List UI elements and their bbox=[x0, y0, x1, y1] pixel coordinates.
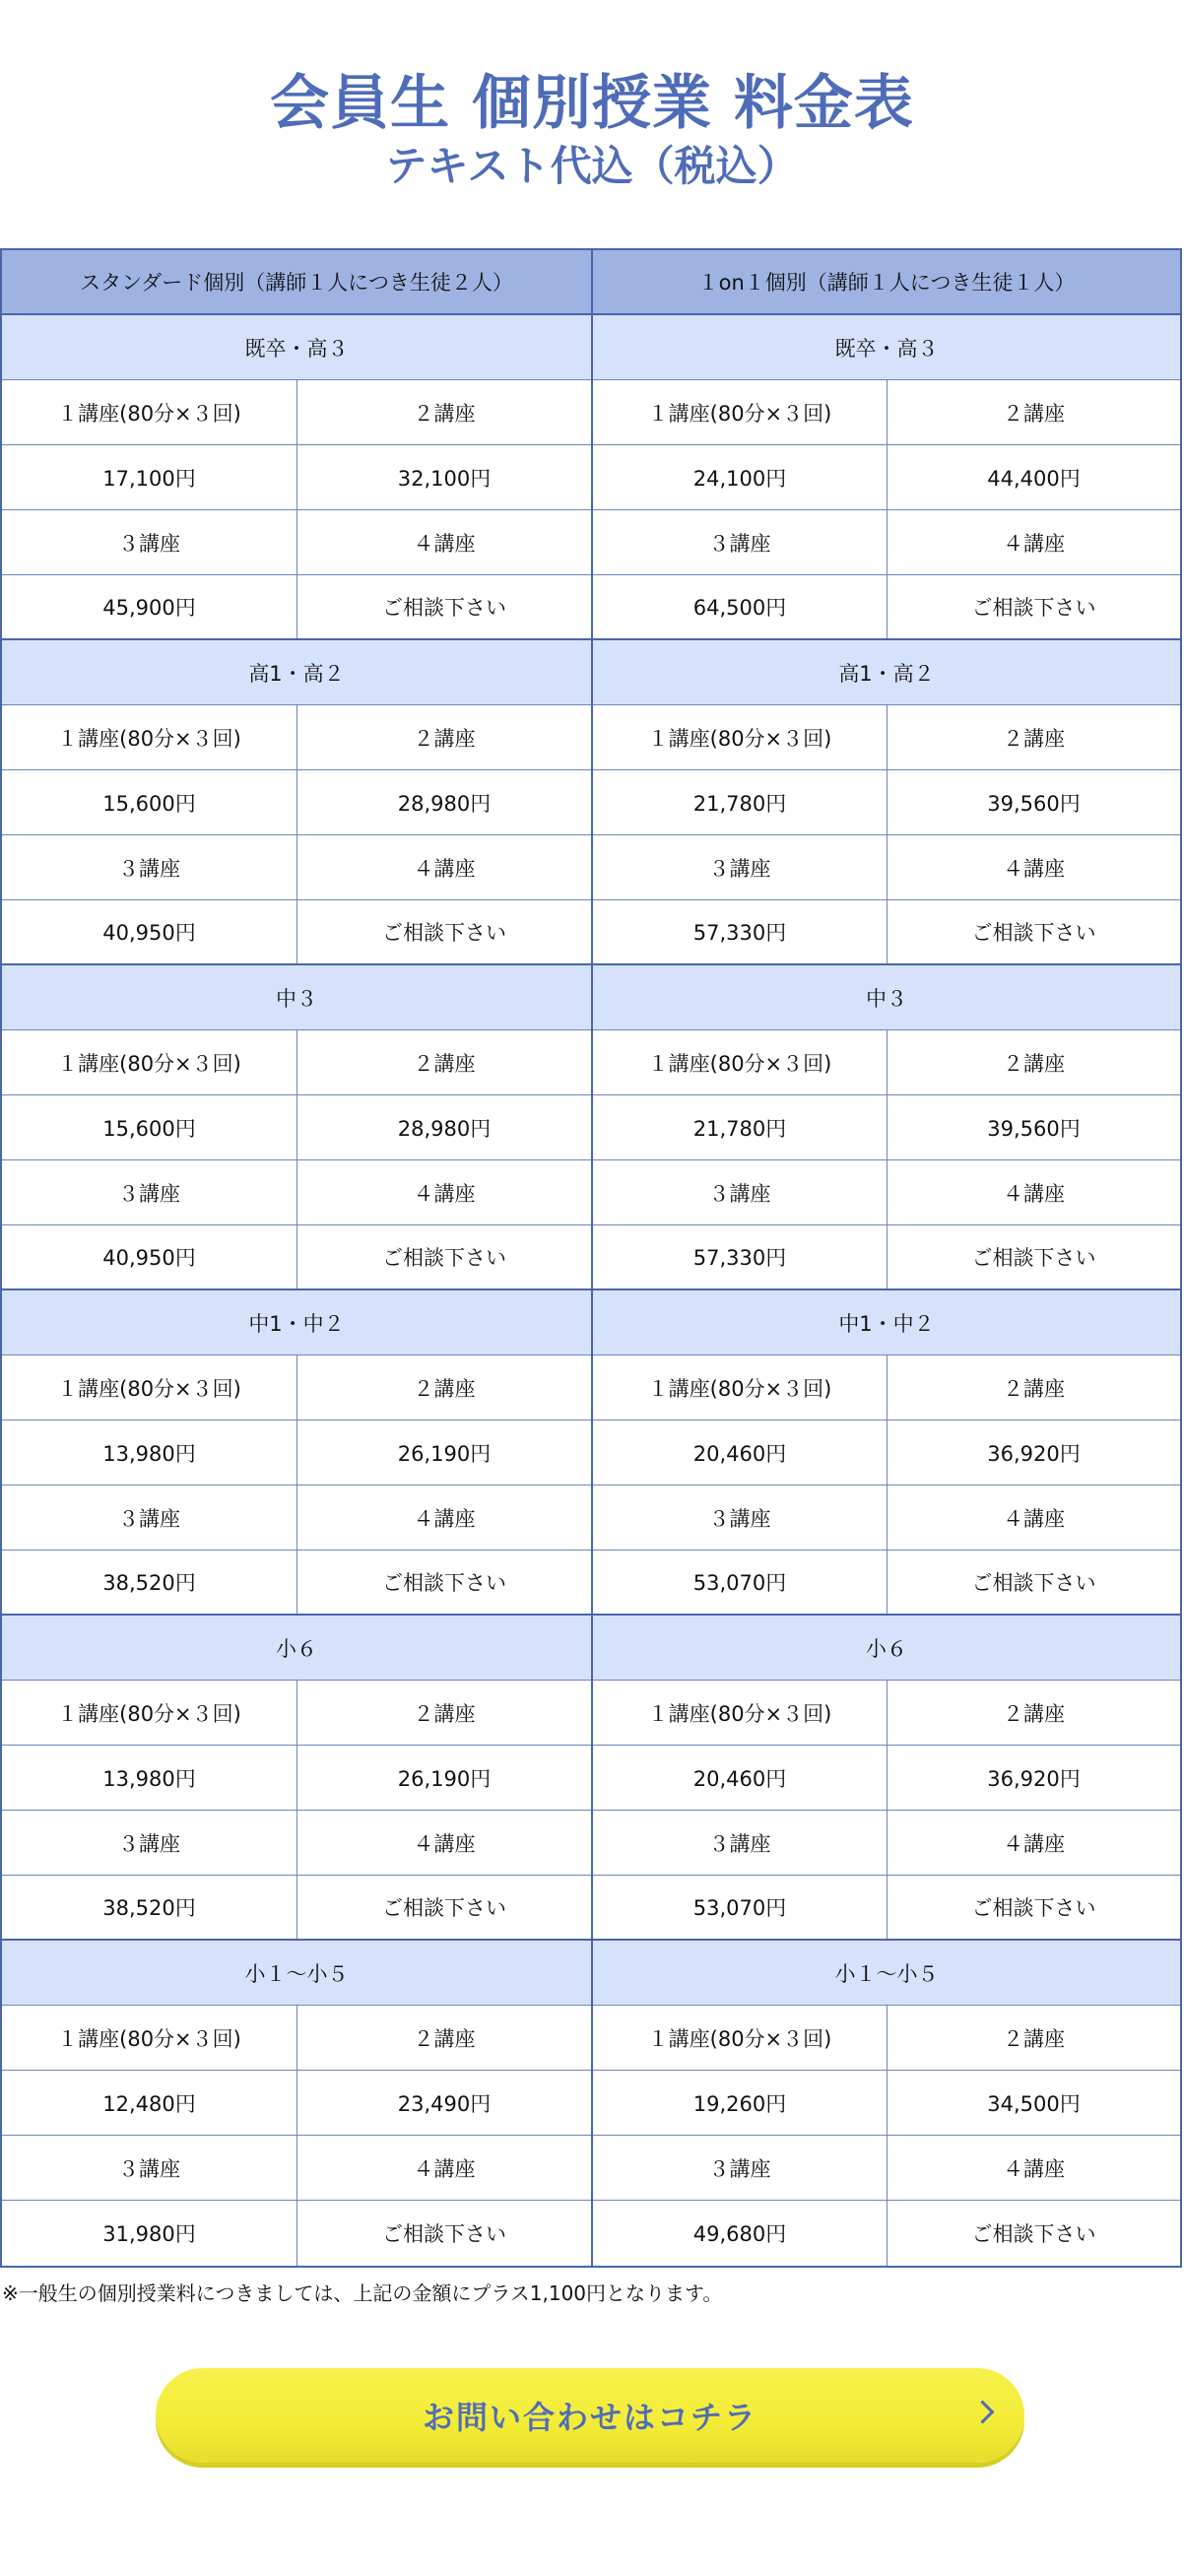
table-row bbox=[2, 2201, 591, 2266]
grade-label: 既卒・高３ bbox=[593, 315, 1180, 380]
grade-label: 小１～小５ bbox=[593, 1941, 1180, 2006]
price-cell: 38,520円 bbox=[102, 1571, 196, 1595]
price-cell: 15,600円 bbox=[102, 791, 196, 816]
table-row bbox=[593, 1681, 1180, 1746]
price-cell: ご相談下さい bbox=[887, 575, 1180, 638]
price-cell: 28,980円 bbox=[296, 1095, 591, 1159]
table-row bbox=[2, 2136, 591, 2201]
table-row bbox=[2, 1486, 591, 1551]
price-cell: ご相談下さい bbox=[887, 1225, 1180, 1288]
grade-label: 高1・高２ bbox=[593, 640, 1180, 705]
price-cell: 26,190円 bbox=[296, 1746, 591, 1810]
price-cell: 49,680円 bbox=[692, 2222, 787, 2246]
table-row bbox=[593, 1811, 1180, 1876]
course-count-cell: ４講座 bbox=[296, 510, 591, 574]
course-count-cell: ２講座 bbox=[296, 1681, 591, 1745]
price-cell: 57,330円 bbox=[692, 921, 787, 945]
course-count-cell: ３講座 bbox=[708, 1831, 771, 1856]
table-row bbox=[2, 1095, 591, 1160]
course-count-cell: １講座(80分×３回) bbox=[647, 401, 832, 426]
price-cell: 21,780円 bbox=[692, 791, 787, 816]
table-row bbox=[2, 1746, 591, 1811]
price-cell: 39,560円 bbox=[887, 1095, 1180, 1159]
price-cell: ご相談下さい bbox=[296, 575, 591, 638]
table-row bbox=[2, 380, 591, 445]
table-row bbox=[2, 1811, 591, 1876]
table-row bbox=[593, 2006, 1180, 2071]
grade-label: 中３ bbox=[593, 965, 1180, 1030]
course-count-cell: １講座(80分×３回) bbox=[647, 726, 832, 751]
course-count-cell: ３講座 bbox=[118, 2156, 180, 2181]
grade-label: 中1・中２ bbox=[593, 1290, 1180, 1355]
course-count-cell: ４講座 bbox=[887, 2136, 1180, 2200]
table-row bbox=[2, 510, 591, 575]
table-row bbox=[593, 1551, 1180, 1616]
grade-label: 既卒・高３ bbox=[2, 315, 591, 380]
table-row bbox=[2, 1160, 591, 1225]
course-count-cell: ３講座 bbox=[708, 1506, 771, 1531]
course-count-cell: ４講座 bbox=[887, 1811, 1180, 1875]
price-cell: 31,980円 bbox=[102, 2222, 196, 2246]
table-row bbox=[593, 1030, 1180, 1095]
table-row bbox=[593, 835, 1180, 900]
table-row bbox=[593, 2071, 1180, 2136]
page-title: 会員生 個別授業 料金表 bbox=[270, 69, 914, 138]
price-cell: 15,600円 bbox=[102, 1116, 196, 1141]
chevron-right-icon bbox=[970, 2400, 994, 2423]
price-cell: ご相談下さい bbox=[887, 1876, 1180, 1939]
table-row bbox=[2, 1355, 591, 1420]
course-count-cell: ３講座 bbox=[708, 2156, 771, 2181]
course-count-cell: ３講座 bbox=[118, 1506, 180, 1531]
table-row bbox=[2, 1681, 591, 1746]
price-cell: ご相談下さい bbox=[887, 900, 1180, 963]
table-row bbox=[2, 1551, 591, 1616]
table-row bbox=[2, 1420, 591, 1486]
course-count-cell: ２講座 bbox=[887, 380, 1180, 444]
table-row bbox=[593, 1486, 1180, 1551]
price-cell: 45,900円 bbox=[102, 596, 196, 620]
table-row bbox=[2, 835, 591, 900]
course-count-cell: ３講座 bbox=[118, 856, 180, 881]
course-count-cell: １講座(80分×３回) bbox=[57, 1376, 241, 1401]
course-count-cell: ３講座 bbox=[118, 1181, 180, 1206]
table-row bbox=[593, 1095, 1180, 1160]
price-cell: 53,070円 bbox=[692, 1571, 787, 1595]
table-row bbox=[2, 900, 591, 965]
course-count-cell: １講座(80分×３回) bbox=[647, 1051, 832, 1076]
course-count-cell: ４講座 bbox=[296, 1486, 591, 1550]
price-cell: ご相談下さい bbox=[887, 1551, 1180, 1614]
course-count-cell: ２講座 bbox=[887, 2006, 1180, 2070]
grade-label: 中1・中２ bbox=[2, 1290, 591, 1355]
course-count-cell: ２講座 bbox=[296, 380, 591, 444]
course-count-cell: ２講座 bbox=[296, 705, 591, 769]
price-cell: 13,980円 bbox=[102, 1441, 196, 1466]
price-cell: 24,100円 bbox=[692, 466, 787, 491]
course-count-cell: ４講座 bbox=[887, 1486, 1180, 1550]
table-row bbox=[593, 1225, 1180, 1290]
price-cell: 36,920円 bbox=[887, 1746, 1180, 1810]
price-cell: ご相談下さい bbox=[296, 1225, 591, 1288]
table-row bbox=[2, 445, 591, 510]
course-count-cell: ２講座 bbox=[296, 1355, 591, 1420]
page-header bbox=[0, 0, 1184, 190]
price-cell: ご相談下さい bbox=[296, 1876, 591, 1939]
price-cell: 12,480円 bbox=[102, 2091, 196, 2116]
course-count-cell: ３講座 bbox=[708, 531, 771, 556]
grade-label: 小１～小５ bbox=[2, 1941, 591, 2006]
table-header: スタンダード個別（講師１人につき生徒２人） bbox=[2, 250, 591, 315]
price-cell: 20,460円 bbox=[692, 1441, 787, 1466]
course-count-cell: ２講座 bbox=[296, 2006, 591, 2070]
grade-label: 小６ bbox=[2, 1616, 591, 1681]
course-count-cell: ２講座 bbox=[887, 705, 1180, 769]
table-row bbox=[593, 2136, 1180, 2201]
course-count-cell: １講座(80分×３回) bbox=[647, 1701, 832, 1726]
course-count-cell: ３講座 bbox=[708, 1181, 771, 1206]
table-row bbox=[593, 705, 1180, 770]
course-count-cell: ４講座 bbox=[296, 1160, 591, 1224]
table-row bbox=[593, 1746, 1180, 1811]
course-count-cell: １講座(80分×３回) bbox=[647, 1376, 832, 1401]
table-row bbox=[593, 575, 1180, 640]
course-count-cell: １講座(80分×３回) bbox=[57, 1051, 241, 1076]
table-header: １on１個別（講師１人につき生徒１人） bbox=[593, 250, 1180, 315]
price-cell: 40,950円 bbox=[102, 921, 196, 945]
price-cell: 17,100円 bbox=[102, 466, 196, 491]
grade-label: 小６ bbox=[593, 1616, 1180, 1681]
course-count-cell: ２講座 bbox=[887, 1355, 1180, 1420]
course-count-cell: ３講座 bbox=[118, 531, 180, 556]
price-cell: 57,330円 bbox=[692, 1246, 787, 1270]
price-cell: ご相談下さい bbox=[296, 2201, 591, 2266]
course-count-cell: ４講座 bbox=[887, 510, 1180, 574]
course-count-cell: ３講座 bbox=[708, 856, 771, 881]
course-count-cell: ３講座 bbox=[118, 1831, 180, 1856]
course-count-cell: ４講座 bbox=[887, 1160, 1180, 1224]
table-row bbox=[593, 2201, 1180, 2266]
price-tables bbox=[0, 248, 1182, 2268]
course-count-cell: ４講座 bbox=[887, 835, 1180, 899]
course-count-cell: ４講座 bbox=[296, 1811, 591, 1875]
contact-button[interactable] bbox=[156, 2368, 1024, 2463]
one-on-one-price-table bbox=[591, 250, 1180, 2266]
price-cell: 26,190円 bbox=[296, 1420, 591, 1485]
course-count-cell: ４講座 bbox=[296, 2136, 591, 2200]
table-row bbox=[2, 575, 591, 640]
table-row bbox=[593, 900, 1180, 965]
price-cell: ご相談下さい bbox=[296, 1551, 591, 1614]
table-row bbox=[593, 510, 1180, 575]
price-cell: 38,520円 bbox=[102, 1896, 196, 1920]
price-note: ※一般生の個別授業料につきましては、上記の金額にプラス1,100円となります。 bbox=[2, 2281, 723, 2305]
table-row bbox=[2, 1876, 591, 1941]
course-count-cell: １講座(80分×３回) bbox=[57, 726, 241, 751]
table-row bbox=[593, 1420, 1180, 1486]
page-subtitle: テキスト代込（税込） bbox=[385, 142, 799, 190]
table-row bbox=[2, 1030, 591, 1095]
price-cell: 64,500円 bbox=[692, 596, 787, 620]
price-cell: 40,950円 bbox=[102, 1246, 196, 1270]
price-cell: 39,560円 bbox=[887, 770, 1180, 834]
course-count-cell: ４講座 bbox=[296, 835, 591, 899]
table-row bbox=[593, 445, 1180, 510]
price-cell: 28,980円 bbox=[296, 770, 591, 834]
price-cell: 53,070円 bbox=[692, 1896, 787, 1920]
contact-button-label: お問い合わせはコチラ bbox=[422, 2399, 757, 2436]
table-row bbox=[593, 380, 1180, 445]
table-row bbox=[2, 770, 591, 835]
course-count-cell: ２講座 bbox=[887, 1681, 1180, 1745]
course-count-cell: １講座(80分×３回) bbox=[647, 2026, 832, 2051]
course-count-cell: １講座(80分×３回) bbox=[57, 401, 241, 426]
course-count-cell: １講座(80分×３回) bbox=[57, 2026, 241, 2051]
grade-label: 高1・高２ bbox=[2, 640, 591, 705]
course-count-cell: １講座(80分×３回) bbox=[57, 1701, 241, 1726]
price-cell: 34,500円 bbox=[887, 2071, 1180, 2135]
table-row bbox=[2, 1225, 591, 1290]
price-cell: ご相談下さい bbox=[887, 2201, 1180, 2266]
table-row bbox=[2, 705, 591, 770]
price-cell: ご相談下さい bbox=[296, 900, 591, 963]
price-cell: 32,100円 bbox=[296, 445, 591, 509]
table-row bbox=[2, 2071, 591, 2136]
price-cell: 21,780円 bbox=[692, 1116, 787, 1141]
price-cell: 36,920円 bbox=[887, 1420, 1180, 1485]
standard-price-table bbox=[2, 250, 591, 2266]
course-count-cell: ２講座 bbox=[887, 1030, 1180, 1094]
price-cell: 20,460円 bbox=[692, 1766, 787, 1791]
table-row bbox=[593, 1355, 1180, 1420]
course-count-cell: ２講座 bbox=[296, 1030, 591, 1094]
table-row bbox=[593, 770, 1180, 835]
grade-label: 中３ bbox=[2, 965, 591, 1030]
price-cell: 13,980円 bbox=[102, 1766, 196, 1791]
price-cell: 23,490円 bbox=[296, 2071, 591, 2135]
price-cell: 19,260円 bbox=[692, 2091, 787, 2116]
price-cell: 44,400円 bbox=[887, 445, 1180, 509]
table-row bbox=[593, 1876, 1180, 1941]
table-row bbox=[2, 2006, 591, 2071]
table-row bbox=[593, 1160, 1180, 1225]
